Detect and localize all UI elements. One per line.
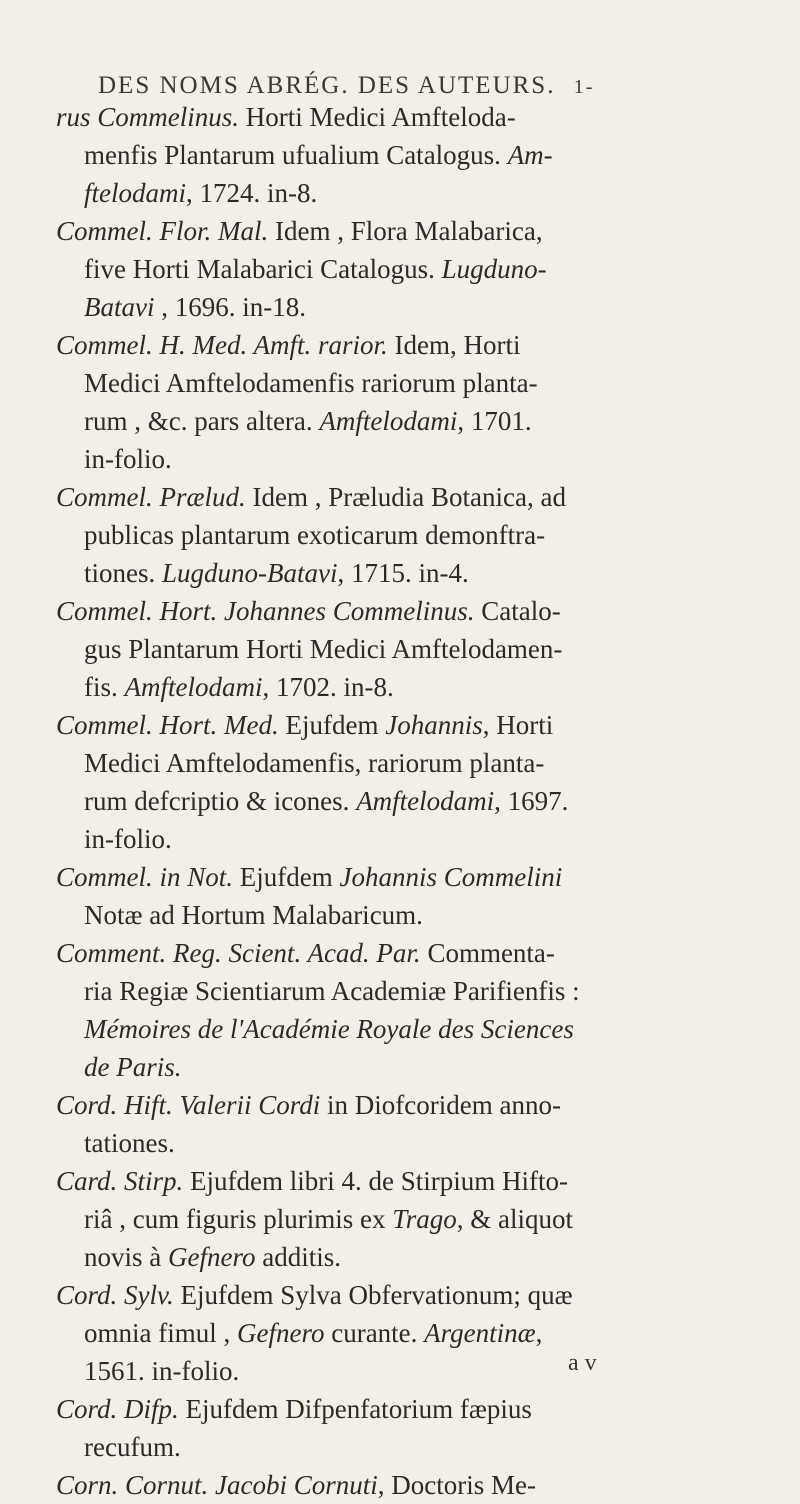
text-line (56, 326, 736, 364)
text-line (56, 98, 736, 136)
text-segment: Notæ ad Hortum Malabaricum. (84, 900, 423, 930)
text-segment: Ejufdem (278, 710, 386, 740)
text-segment: Catalo- (474, 596, 561, 626)
text-line (56, 1276, 736, 1314)
text-segment: riâ , cum figuris plurimis ex (84, 1204, 393, 1234)
text-segment: , Doctoris Me- (377, 1470, 536, 1500)
text-line (56, 364, 736, 402)
text-line (56, 1010, 736, 1048)
text-segment: novis à (84, 1242, 168, 1272)
text-segment: 1561. in-folio. (84, 1356, 240, 1386)
italic-segment: Johannis Commelini (339, 862, 563, 892)
text-segment: in Diofcoridem anno- (320, 1090, 561, 1120)
text-line (56, 1428, 736, 1466)
italic-segment: Gefnero (236, 1318, 325, 1348)
running-head-title: DES NOMS ABRÉG. DES AUTEURS. (98, 72, 556, 99)
text-segment: Ejufdem (233, 862, 340, 892)
italic-segment: Mémoires de l'Académie Royale des Sciences (84, 1014, 574, 1044)
text-line (56, 820, 736, 858)
text-segment: Medici Amftelodamenfis, rariorum planta- (84, 748, 545, 778)
text-segment: Ejufdem Sylva Obfervationum; quæ (173, 1280, 573, 1310)
italic-segment: Corn. Cornut. Jacobi Cornuti (56, 1470, 378, 1500)
italic-segment: Johannis (385, 710, 483, 740)
italic-segment: de Paris. (84, 1052, 182, 1082)
text-segment: , 1697. (494, 786, 569, 816)
text-segment: rum , &c. pars altera. (84, 406, 320, 436)
text-segment: Ejufdem Difpenfatorium fæpius (178, 1394, 532, 1424)
italic-segment: Cord. Hift. Valerii Cordi (56, 1090, 321, 1120)
running-head (98, 72, 698, 100)
text-segment: tiones. (84, 558, 162, 588)
text-segment: recufum. (84, 1432, 181, 1462)
text-line (56, 1162, 736, 1200)
text-line (56, 1124, 736, 1162)
text-line (56, 858, 736, 896)
text-segment: Ejufdem libri 4. de Stirpium Hifto- (183, 1166, 568, 1196)
italic-segment: Cord. Difp. (56, 1394, 179, 1424)
text-segment: , (535, 1318, 543, 1348)
text-line (56, 592, 736, 630)
text-line (56, 630, 736, 668)
text-line (56, 402, 736, 440)
text-line (56, 478, 736, 516)
text-line (56, 174, 736, 212)
text-segment: tationes. (84, 1128, 175, 1158)
text-line (56, 782, 736, 820)
text-segment: rum defcriptio & icones. (84, 786, 357, 816)
text-line (56, 288, 736, 326)
text-line (56, 668, 736, 706)
text-segment: , 1702. in-8. (262, 672, 394, 702)
text-line (56, 1048, 736, 1086)
italic-segment: Commel. in Not. (56, 862, 234, 892)
text-line (56, 1238, 736, 1276)
text-segment: , 1696. in-18. (154, 292, 306, 322)
italic-segment: Amftelodami (356, 786, 495, 816)
text-segment: ria Regiæ Scientiarum Academiæ Parifienfis : (84, 976, 580, 1006)
italic-segment: Commel. Hort. Med. (56, 710, 279, 740)
text-line (56, 934, 736, 972)
text-segment: menfis Plantarum ufualium Catalogus. (84, 140, 508, 170)
italic-segment: Commel. Flor. Mal. (56, 216, 269, 246)
italic-segment: Amftelodami (124, 672, 263, 702)
text-line (56, 250, 736, 288)
italic-segment: Cord. Sylv. (56, 1280, 174, 1310)
text-segment: fis. (84, 672, 125, 702)
italic-segment: Gefnero (168, 1242, 256, 1272)
italic-segment: Amftelodami (319, 406, 458, 436)
text-line (56, 706, 736, 744)
text-line (56, 1086, 736, 1124)
text-line (56, 212, 736, 250)
italic-segment: Commel. Prælud. (56, 482, 246, 512)
italic-segment: Batavi (84, 292, 155, 322)
italic-segment: Am- (507, 140, 553, 170)
text-segment: Medici Amftelodamenfis rariorum planta- (84, 368, 538, 398)
italic-segment: rus Commelinus. (56, 102, 240, 132)
page-folio: 1- (573, 76, 595, 98)
text-segment: Idem , Flora Malabarica, (268, 216, 543, 246)
italic-segment: ftelodami (84, 178, 186, 208)
text-line (56, 1200, 736, 1238)
italic-segment: Card. Stirp. (56, 1166, 184, 1196)
text-line (56, 136, 736, 174)
text-segment: , 1715. in-4. (337, 558, 469, 588)
italic-segment: Lugduno- (441, 254, 547, 284)
text-line (56, 896, 736, 934)
text-line (56, 1466, 736, 1504)
text-line (56, 440, 736, 478)
text-segment: gus Plantarum Horti Medici Amftelodamen- (84, 634, 563, 664)
italic-segment: Argentinæ (424, 1318, 536, 1348)
text-segment: omnia fimul , (84, 1318, 237, 1348)
text-line (56, 744, 736, 782)
text-segment: additis. (255, 1242, 341, 1272)
text-segment: Commenta- (420, 938, 555, 968)
text-line (56, 1314, 736, 1352)
abbreviation-entries (56, 98, 736, 1504)
text-segment: , 1701. (457, 406, 532, 436)
text-line (56, 554, 736, 592)
italic-segment: Lugduno-Batavi (162, 558, 338, 588)
text-segment: Idem , Præludia Botanica, ad (245, 482, 566, 512)
signature-mark: a v (568, 1350, 597, 1376)
text-segment: , 1724. in-8. (186, 178, 318, 208)
text-line (56, 516, 736, 554)
text-segment: , Horti (482, 710, 554, 740)
italic-segment: Commel. H. Med. Amft. rarior. (56, 330, 388, 360)
text-segment: , & aliquot (456, 1204, 573, 1234)
italic-segment: Commel. Hort. Johannes Commelinus. (56, 596, 475, 626)
text-segment: Horti Medici Amfteloda- (239, 102, 516, 132)
text-line (56, 1352, 736, 1390)
text-segment: in-folio. (84, 444, 172, 474)
text-segment: publicas plantarum exoticarum demonftra- (84, 520, 546, 550)
text-segment: five Horti Malabarici Catalogus. (84, 254, 442, 284)
text-segment: Idem, Horti (387, 330, 521, 360)
italic-segment: Comment. Reg. Scient. Acad. Par. (56, 938, 421, 968)
text-line (56, 1390, 736, 1428)
italic-segment: Trago (392, 1204, 457, 1234)
text-line (56, 972, 736, 1010)
text-segment: curante. (324, 1318, 425, 1348)
text-segment: in-folio. (84, 824, 172, 854)
